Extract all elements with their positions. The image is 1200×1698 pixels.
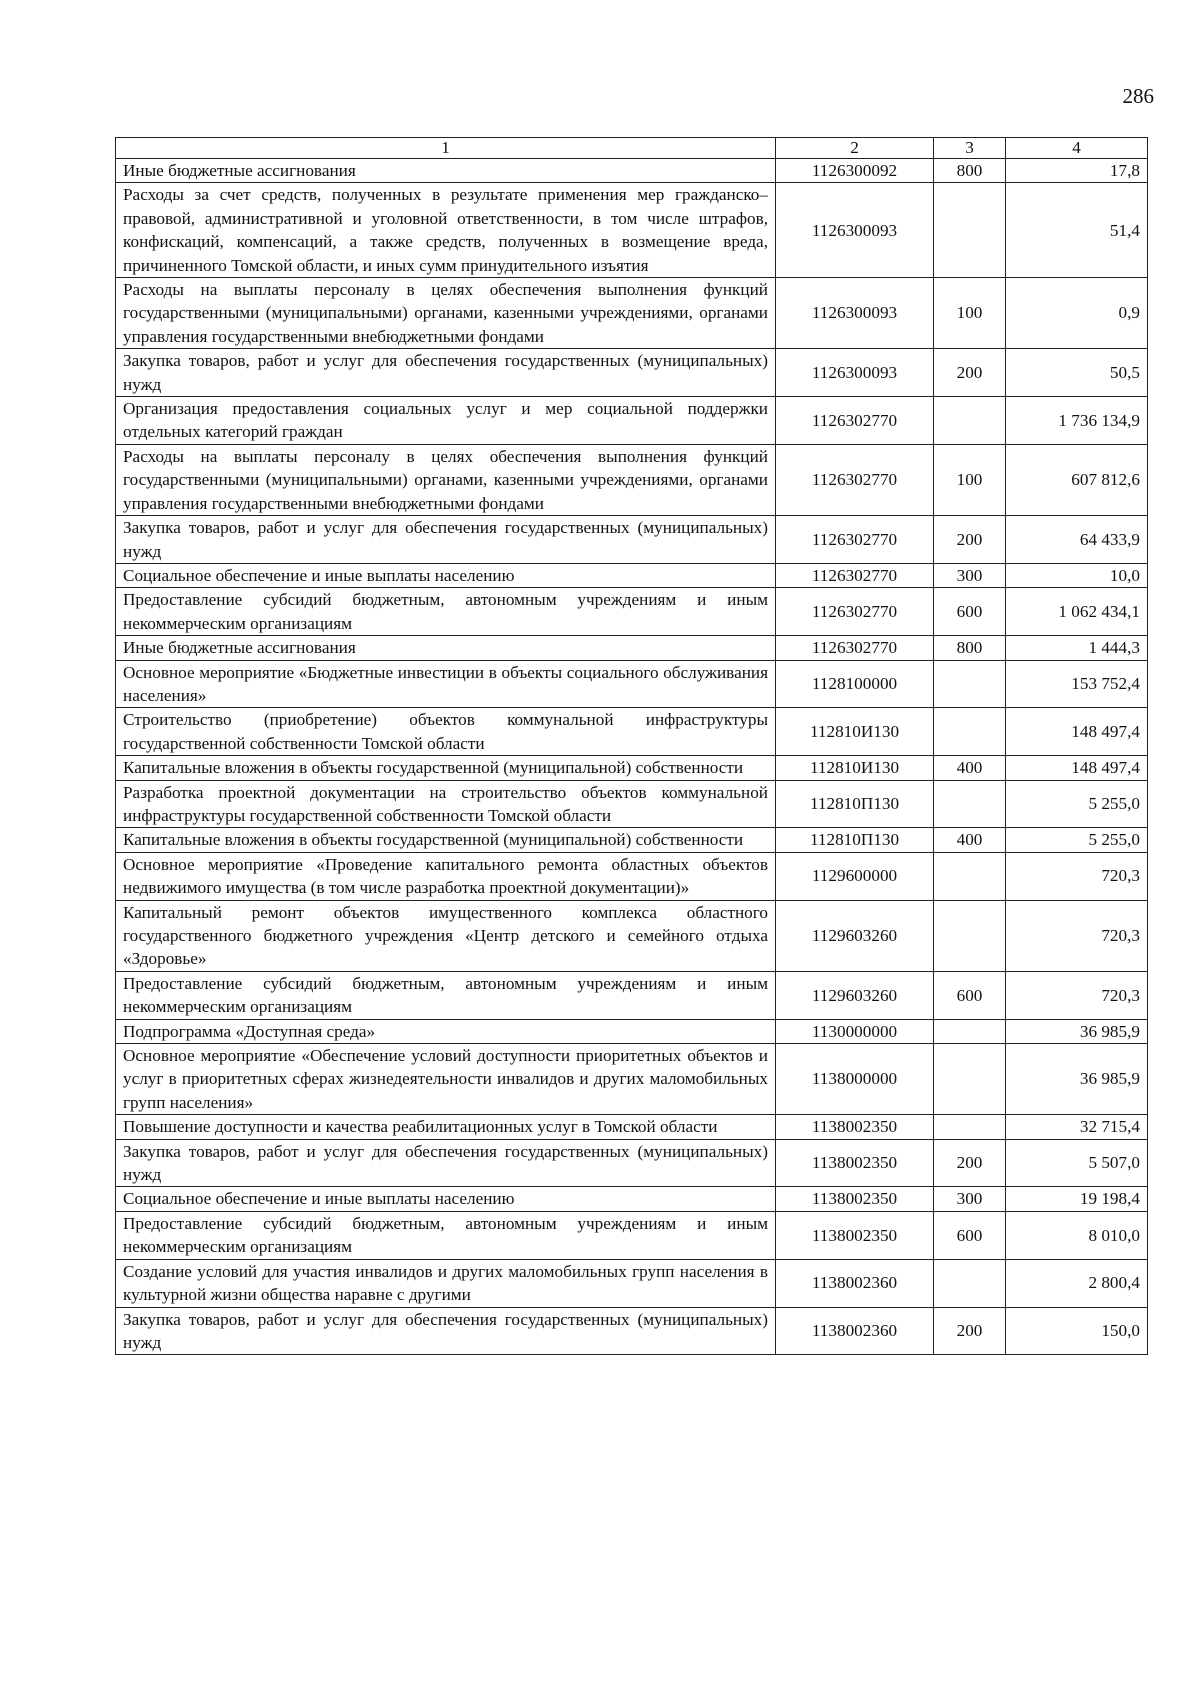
row-type-cell — [934, 708, 1006, 756]
row-code-cell: 1129603260 — [776, 971, 934, 1019]
row-type-cell: 300 — [934, 563, 1006, 587]
table-row — [116, 756, 1148, 780]
row-code-cell: 1138002350 — [776, 1211, 934, 1259]
row-name-cell: Подпрограмма «Доступная среда» — [116, 1019, 776, 1043]
row-name-cell: Предоставление субсидий бюджетным, автономным учреждениям и иным некоммерческим организациям — [116, 1211, 776, 1259]
row-name-cell: Капитальные вложения в объекты государственной (муниципальной) собственности — [116, 756, 776, 780]
row-type-cell: 300 — [934, 1187, 1006, 1211]
header-col-4: 4 — [1006, 138, 1148, 159]
table-row — [116, 397, 1148, 445]
row-code-cell: 1126302770 — [776, 516, 934, 564]
row-type-cell: 200 — [934, 1307, 1006, 1355]
row-code-cell: 112810И130 — [776, 756, 934, 780]
table-row — [116, 660, 1148, 708]
row-type-cell: 400 — [934, 828, 1006, 852]
row-amount-cell: 153 752,4 — [1006, 660, 1148, 708]
table-row — [116, 780, 1148, 828]
row-code-cell: 1138000000 — [776, 1044, 934, 1115]
row-amount-cell: 720,3 — [1006, 900, 1148, 971]
row-amount-cell: 5 255,0 — [1006, 780, 1148, 828]
row-amount-cell: 64 433,9 — [1006, 516, 1148, 564]
row-name-cell: Предоставление субсидий бюджетным, автономным учреждениям и иным некоммерческим организациям — [116, 588, 776, 636]
row-type-cell — [934, 1115, 1006, 1139]
row-amount-cell: 1 736 134,9 — [1006, 397, 1148, 445]
row-type-cell: 200 — [934, 349, 1006, 397]
table-row — [116, 1139, 1148, 1187]
row-name-cell: Иные бюджетные ассигнования — [116, 636, 776, 660]
row-code-cell: 1126300092 — [776, 159, 934, 183]
row-name-cell: Основное мероприятие «Обеспечение условий доступности приоритетных объектов и услуг в приоритетных сферах жизнедеятельности инвалидов и других маломобильных групп населения» — [116, 1044, 776, 1115]
row-amount-cell: 2 800,4 — [1006, 1259, 1148, 1307]
row-amount-cell: 607 812,6 — [1006, 444, 1148, 515]
row-name-cell: Расходы за счет средств, полученных в результате применения мер гражданско–правовой, административной и уголовной ответственности, в том числе штрафов, конфискаций, компенсаций, а также средств, полученных в возмещение вреда, причиненного Томской области, и иных сумм принудительного изъятия — [116, 183, 776, 278]
header-col-2: 2 — [776, 138, 934, 159]
row-type-cell: 800 — [934, 159, 1006, 183]
row-name-cell: Социальное обеспечение и иные выплаты населению — [116, 1187, 776, 1211]
row-type-cell: 200 — [934, 1139, 1006, 1187]
row-amount-cell: 50,5 — [1006, 349, 1148, 397]
table-row — [116, 159, 1148, 183]
table-row — [116, 708, 1148, 756]
row-code-cell: 112810И130 — [776, 708, 934, 756]
table-row — [116, 516, 1148, 564]
row-type-cell: 600 — [934, 588, 1006, 636]
row-amount-cell: 150,0 — [1006, 1307, 1148, 1355]
row-amount-cell: 17,8 — [1006, 159, 1148, 183]
table-row — [116, 278, 1148, 349]
row-amount-cell: 148 497,4 — [1006, 708, 1148, 756]
table-row — [116, 349, 1148, 397]
row-amount-cell: 720,3 — [1006, 852, 1148, 900]
row-name-cell: Капитальные вложения в объекты государственной (муниципальной) собственности — [116, 828, 776, 852]
row-code-cell: 1129600000 — [776, 852, 934, 900]
row-amount-cell: 51,4 — [1006, 183, 1148, 278]
row-type-cell — [934, 183, 1006, 278]
row-amount-cell: 1 062 434,1 — [1006, 588, 1148, 636]
row-type-cell — [934, 1044, 1006, 1115]
row-name-cell: Социальное обеспечение и иные выплаты населению — [116, 563, 776, 587]
table-row — [116, 1187, 1148, 1211]
table-row — [116, 900, 1148, 971]
row-type-cell: 400 — [934, 756, 1006, 780]
table-row — [116, 444, 1148, 515]
row-name-cell: Закупка товаров, работ и услуг для обеспечения государственных (муниципальных) нужд — [116, 1307, 776, 1355]
table-row — [116, 1019, 1148, 1043]
row-name-cell: Основное мероприятие «Бюджетные инвестиции в объекты социального обслуживания населения» — [116, 660, 776, 708]
row-type-cell — [934, 900, 1006, 971]
table-row — [116, 828, 1148, 852]
row-code-cell: 1126302770 — [776, 636, 934, 660]
row-name-cell: Расходы на выплаты персоналу в целях обеспечения выполнения функций государственными (муниципальными) органами, казенными учреждениями, органами управления государственными внебюджетными фондами — [116, 444, 776, 515]
header-col-3: 3 — [934, 138, 1006, 159]
row-type-cell — [934, 1259, 1006, 1307]
row-name-cell: Капитальный ремонт объектов имущественного комплекса областного государственного бюджетного учреждения «Центр детского и семейного отдыха «Здоровье» — [116, 900, 776, 971]
table-row — [116, 971, 1148, 1019]
table-row — [116, 1211, 1148, 1259]
table-row — [116, 563, 1148, 587]
row-code-cell: 1128100000 — [776, 660, 934, 708]
row-type-cell: 100 — [934, 278, 1006, 349]
table-header-row — [116, 138, 1148, 159]
row-code-cell: 1138002360 — [776, 1307, 934, 1355]
header-col-1: 1 — [116, 138, 776, 159]
row-type-cell — [934, 1019, 1006, 1043]
row-amount-cell: 0,9 — [1006, 278, 1148, 349]
row-name-cell: Основное мероприятие «Проведение капитального ремонта областных объектов недвижимого имущества (в том числе разработка проектной документации)» — [116, 852, 776, 900]
row-name-cell: Разработка проектной документации на строительство объектов коммунальной инфраструктуры государственной собственности Томской области — [116, 780, 776, 828]
row-code-cell: 1138002350 — [776, 1139, 934, 1187]
row-name-cell: Расходы на выплаты персоналу в целях обеспечения выполнения функций государственными (муниципальными) органами, казенными учреждениями, органами управления государственными внебюджетными фондами — [116, 278, 776, 349]
row-code-cell: 1126300093 — [776, 349, 934, 397]
row-code-cell: 1138002350 — [776, 1187, 934, 1211]
row-type-cell: 600 — [934, 1211, 1006, 1259]
row-type-cell: 800 — [934, 636, 1006, 660]
table-row — [116, 1307, 1148, 1355]
table-row — [116, 1259, 1148, 1307]
table-row — [116, 636, 1148, 660]
row-code-cell: 1129603260 — [776, 900, 934, 971]
row-code-cell: 1126300093 — [776, 183, 934, 278]
row-type-cell — [934, 660, 1006, 708]
budget-table — [115, 137, 1148, 1355]
row-type-cell: 200 — [934, 516, 1006, 564]
row-amount-cell: 10,0 — [1006, 563, 1148, 587]
table-row — [116, 1115, 1148, 1139]
page-number: 286 — [1122, 84, 1154, 108]
row-code-cell: 1138002350 — [776, 1115, 934, 1139]
row-type-cell — [934, 397, 1006, 445]
row-name-cell: Организация предоставления социальных услуг и мер социальной поддержки отдельных категорий граждан — [116, 397, 776, 445]
row-name-cell: Иные бюджетные ассигнования — [116, 159, 776, 183]
row-code-cell: 1126302770 — [776, 444, 934, 515]
row-amount-cell: 36 985,9 — [1006, 1044, 1148, 1115]
row-amount-cell: 32 715,4 — [1006, 1115, 1148, 1139]
row-name-cell: Предоставление субсидий бюджетным, автономным учреждениям и иным некоммерческим организациям — [116, 971, 776, 1019]
row-name-cell: Закупка товаров, работ и услуг для обеспечения государственных (муниципальных) нужд — [116, 1139, 776, 1187]
row-code-cell: 1126302770 — [776, 397, 934, 445]
row-code-cell: 1138002360 — [776, 1259, 934, 1307]
row-code-cell: 1126302770 — [776, 563, 934, 587]
table-row — [116, 183, 1148, 278]
row-amount-cell: 148 497,4 — [1006, 756, 1148, 780]
row-code-cell: 112810П130 — [776, 780, 934, 828]
row-type-cell: 100 — [934, 444, 1006, 515]
table-row — [116, 1044, 1148, 1115]
row-amount-cell: 1 444,3 — [1006, 636, 1148, 660]
row-amount-cell: 8 010,0 — [1006, 1211, 1148, 1259]
table-row — [116, 852, 1148, 900]
row-type-cell — [934, 852, 1006, 900]
row-amount-cell: 5 255,0 — [1006, 828, 1148, 852]
row-amount-cell: 5 507,0 — [1006, 1139, 1148, 1187]
row-type-cell — [934, 780, 1006, 828]
row-type-cell: 600 — [934, 971, 1006, 1019]
row-code-cell: 1130000000 — [776, 1019, 934, 1043]
row-name-cell: Закупка товаров, работ и услуг для обеспечения государственных (муниципальных) нужд — [116, 349, 776, 397]
row-name-cell: Повышение доступности и качества реабилитационных услуг в Томской области — [116, 1115, 776, 1139]
row-code-cell: 1126300093 — [776, 278, 934, 349]
row-name-cell: Создание условий для участия инвалидов и других маломобильных групп населения в культурной жизни общества наравне с другими — [116, 1259, 776, 1307]
row-code-cell: 1126302770 — [776, 588, 934, 636]
row-amount-cell: 19 198,4 — [1006, 1187, 1148, 1211]
table-row — [116, 588, 1148, 636]
row-name-cell: Закупка товаров, работ и услуг для обеспечения государственных (муниципальных) нужд — [116, 516, 776, 564]
row-code-cell: 112810П130 — [776, 828, 934, 852]
row-name-cell: Строительство (приобретение) объектов коммунальной инфраструктуры государственной собственности Томской области — [116, 708, 776, 756]
row-amount-cell: 720,3 — [1006, 971, 1148, 1019]
row-amount-cell: 36 985,9 — [1006, 1019, 1148, 1043]
